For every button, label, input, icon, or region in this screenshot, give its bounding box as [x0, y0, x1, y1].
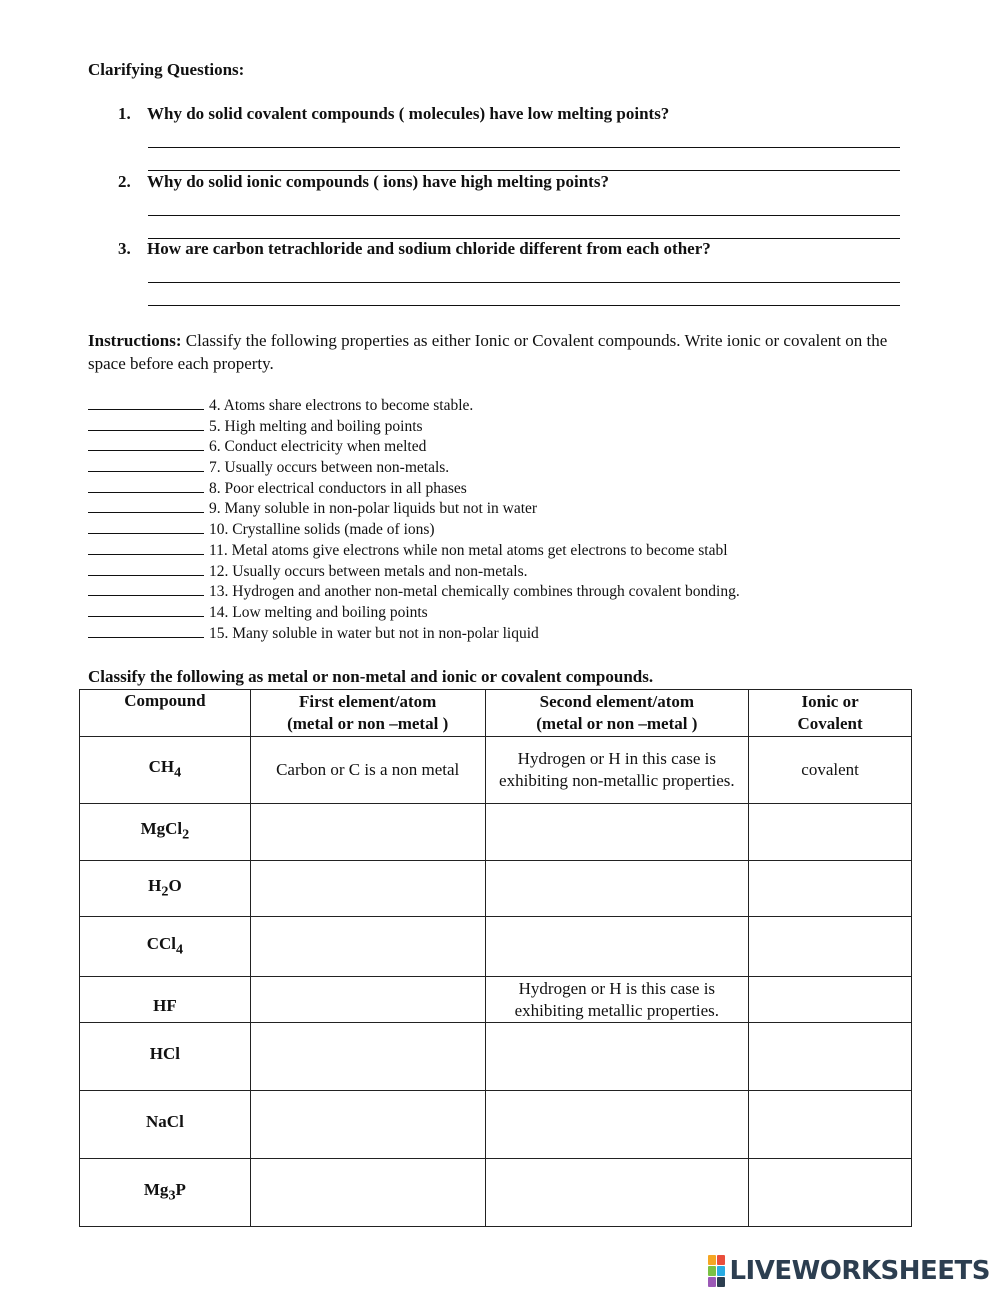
property-text: 14. Low melting and boiling points [209, 603, 428, 621]
instructions-text: Classify the following properties as either Ionic or Covalent compounds. Write ionic or covalent on the space before each property. [88, 331, 888, 373]
property-text: 9. Many soluble in non-polar liquids but not in water [209, 500, 538, 518]
type-cell[interactable] [749, 917, 912, 977]
table-row [80, 1091, 912, 1159]
second-element-cell[interactable] [485, 1023, 749, 1091]
question-3 [118, 239, 711, 259]
question-1 [118, 104, 669, 124]
list-item [88, 479, 740, 500]
compound-cell: $CH_4$ [80, 737, 251, 804]
table-row [80, 1023, 912, 1091]
first-element-cell[interactable] [250, 804, 485, 861]
classification-table [79, 689, 912, 1227]
answer-blank[interactable] [88, 479, 204, 493]
section-heading: Clarifying Questions: [88, 60, 245, 79]
list-item [88, 624, 740, 645]
second-element-cell[interactable] [485, 1159, 749, 1227]
first-element-cell[interactable] [250, 1091, 485, 1159]
compound-cell: HF [80, 977, 251, 1023]
question-text: How are carbon tetrachloride and sodium chloride different from each other? [147, 239, 711, 258]
second-element-cell[interactable] [485, 1091, 749, 1159]
property-text: 11. Metal atoms give electrons while non metal atoms get electrons to become stabl [209, 541, 728, 559]
compound-cell: $Mg_3P$ [80, 1159, 251, 1227]
compound-cell: CCl$_4$ [80, 917, 251, 977]
first-element-cell[interactable] [250, 861, 485, 917]
answer-blank[interactable] [88, 624, 204, 638]
question-number: 3. [118, 239, 131, 258]
compound-cell: MgCl$_2$ [80, 804, 251, 861]
table-row [80, 977, 912, 1023]
property-text: 5. High melting and boiling points [209, 417, 423, 435]
compound-cell: HCl [80, 1023, 251, 1091]
type-cell[interactable] [749, 1023, 912, 1091]
type-cell[interactable]: covalent [749, 737, 912, 804]
type-cell[interactable] [749, 1091, 912, 1159]
answer-line[interactable] [148, 305, 900, 306]
property-text: 7. Usually occurs between non-metals. [209, 459, 450, 477]
type-cell[interactable] [749, 1159, 912, 1227]
table-row [80, 861, 912, 917]
table-row [80, 1159, 912, 1227]
answer-line[interactable] [148, 147, 900, 148]
answer-line[interactable] [148, 282, 900, 283]
table-header-row [80, 690, 912, 737]
compound-cell: $H_2O$ [80, 861, 251, 917]
answer-blank[interactable] [88, 417, 204, 431]
first-element-cell[interactable]: Carbon or C is a non metal [250, 737, 485, 804]
list-item [88, 458, 740, 479]
question-2 [118, 172, 609, 192]
answer-blank[interactable] [88, 499, 204, 513]
property-text: 8. Poor electrical conductors in all phases [209, 479, 467, 497]
list-item [88, 437, 740, 458]
property-text: 12. Usually occurs between metals and non-metals. [209, 562, 528, 580]
property-text: 6. Conduct electricity when melted [209, 438, 427, 456]
answer-blank[interactable] [88, 603, 204, 617]
second-element-cell[interactable] [485, 804, 749, 861]
property-list [88, 396, 740, 644]
list-item [88, 396, 740, 417]
type-cell[interactable] [749, 861, 912, 917]
logo-square [717, 1266, 725, 1276]
list-item [88, 603, 740, 624]
answer-blank[interactable] [88, 458, 204, 472]
logo-square [708, 1277, 716, 1287]
property-text: 15. Many soluble in water but not in non-polar liquid [209, 624, 539, 642]
first-element-cell[interactable] [250, 917, 485, 977]
logo-square [717, 1255, 725, 1265]
property-text: 4. Atoms share electrons to become stable. [209, 397, 474, 414]
property-text: 10. Crystalline solids (made of ions) [209, 521, 435, 539]
answer-blank[interactable] [88, 396, 204, 410]
answer-blank[interactable] [88, 582, 204, 596]
type-cell[interactable] [749, 977, 912, 1023]
property-text: 13. Hydrogen and another non-metal chemically combines through covalent bonding. [209, 583, 740, 601]
answer-line[interactable] [148, 215, 900, 216]
logo-square [708, 1266, 716, 1276]
question-text: Why do solid covalent compounds ( molecules) have low melting points? [147, 104, 670, 123]
table-row [80, 737, 912, 804]
list-item [88, 417, 740, 438]
table-row [80, 804, 912, 861]
list-item [88, 541, 740, 562]
table-row [80, 917, 912, 977]
logo-square [708, 1255, 716, 1265]
liveworksheets-logo [708, 1254, 990, 1288]
question-number: 2. [118, 172, 131, 191]
first-element-cell[interactable] [250, 1023, 485, 1091]
logo-icon [708, 1255, 725, 1287]
question-text: Why do solid ionic compounds ( ions) have high melting points? [147, 172, 609, 191]
answer-line[interactable] [148, 170, 900, 171]
header-second-element: Second element/atom (metal or non –metal ) [485, 690, 749, 737]
instructions-label: Instructions: [88, 331, 182, 350]
answer-blank[interactable] [88, 437, 204, 451]
header-compound: Compound [80, 690, 251, 737]
answer-blank[interactable] [88, 562, 204, 576]
second-element-cell[interactable]: Hydrogen or H in this case is exhibiting non-metallic properties. [485, 737, 749, 804]
second-element-cell[interactable] [485, 917, 749, 977]
second-element-cell[interactable] [485, 861, 749, 917]
first-element-cell[interactable] [250, 1159, 485, 1227]
classify-title: Classify the following as metal or non-metal and ionic or covalent compounds. [88, 667, 654, 686]
list-item [88, 499, 740, 520]
second-element-cell[interactable]: Hydrogen or H is this case is exhibiting metallic properties. [485, 977, 749, 1023]
type-cell[interactable] [749, 804, 912, 861]
answer-blank[interactable] [88, 520, 204, 534]
first-element-cell[interactable] [250, 977, 485, 1023]
header-first-element: First element/atom (metal or non –metal ) [250, 690, 485, 737]
instructions [88, 329, 908, 375]
logo-square [717, 1277, 725, 1287]
answer-blank[interactable] [88, 541, 204, 555]
list-item [88, 520, 740, 541]
list-item [88, 562, 740, 583]
question-number: 1. [118, 104, 131, 123]
compound-cell: NaCl [80, 1091, 251, 1159]
header-ionic-covalent: Ionic or Covalent [749, 690, 912, 737]
logo-text: LIVEWORKSHEETS [729, 1256, 990, 1286]
list-item [88, 582, 740, 603]
